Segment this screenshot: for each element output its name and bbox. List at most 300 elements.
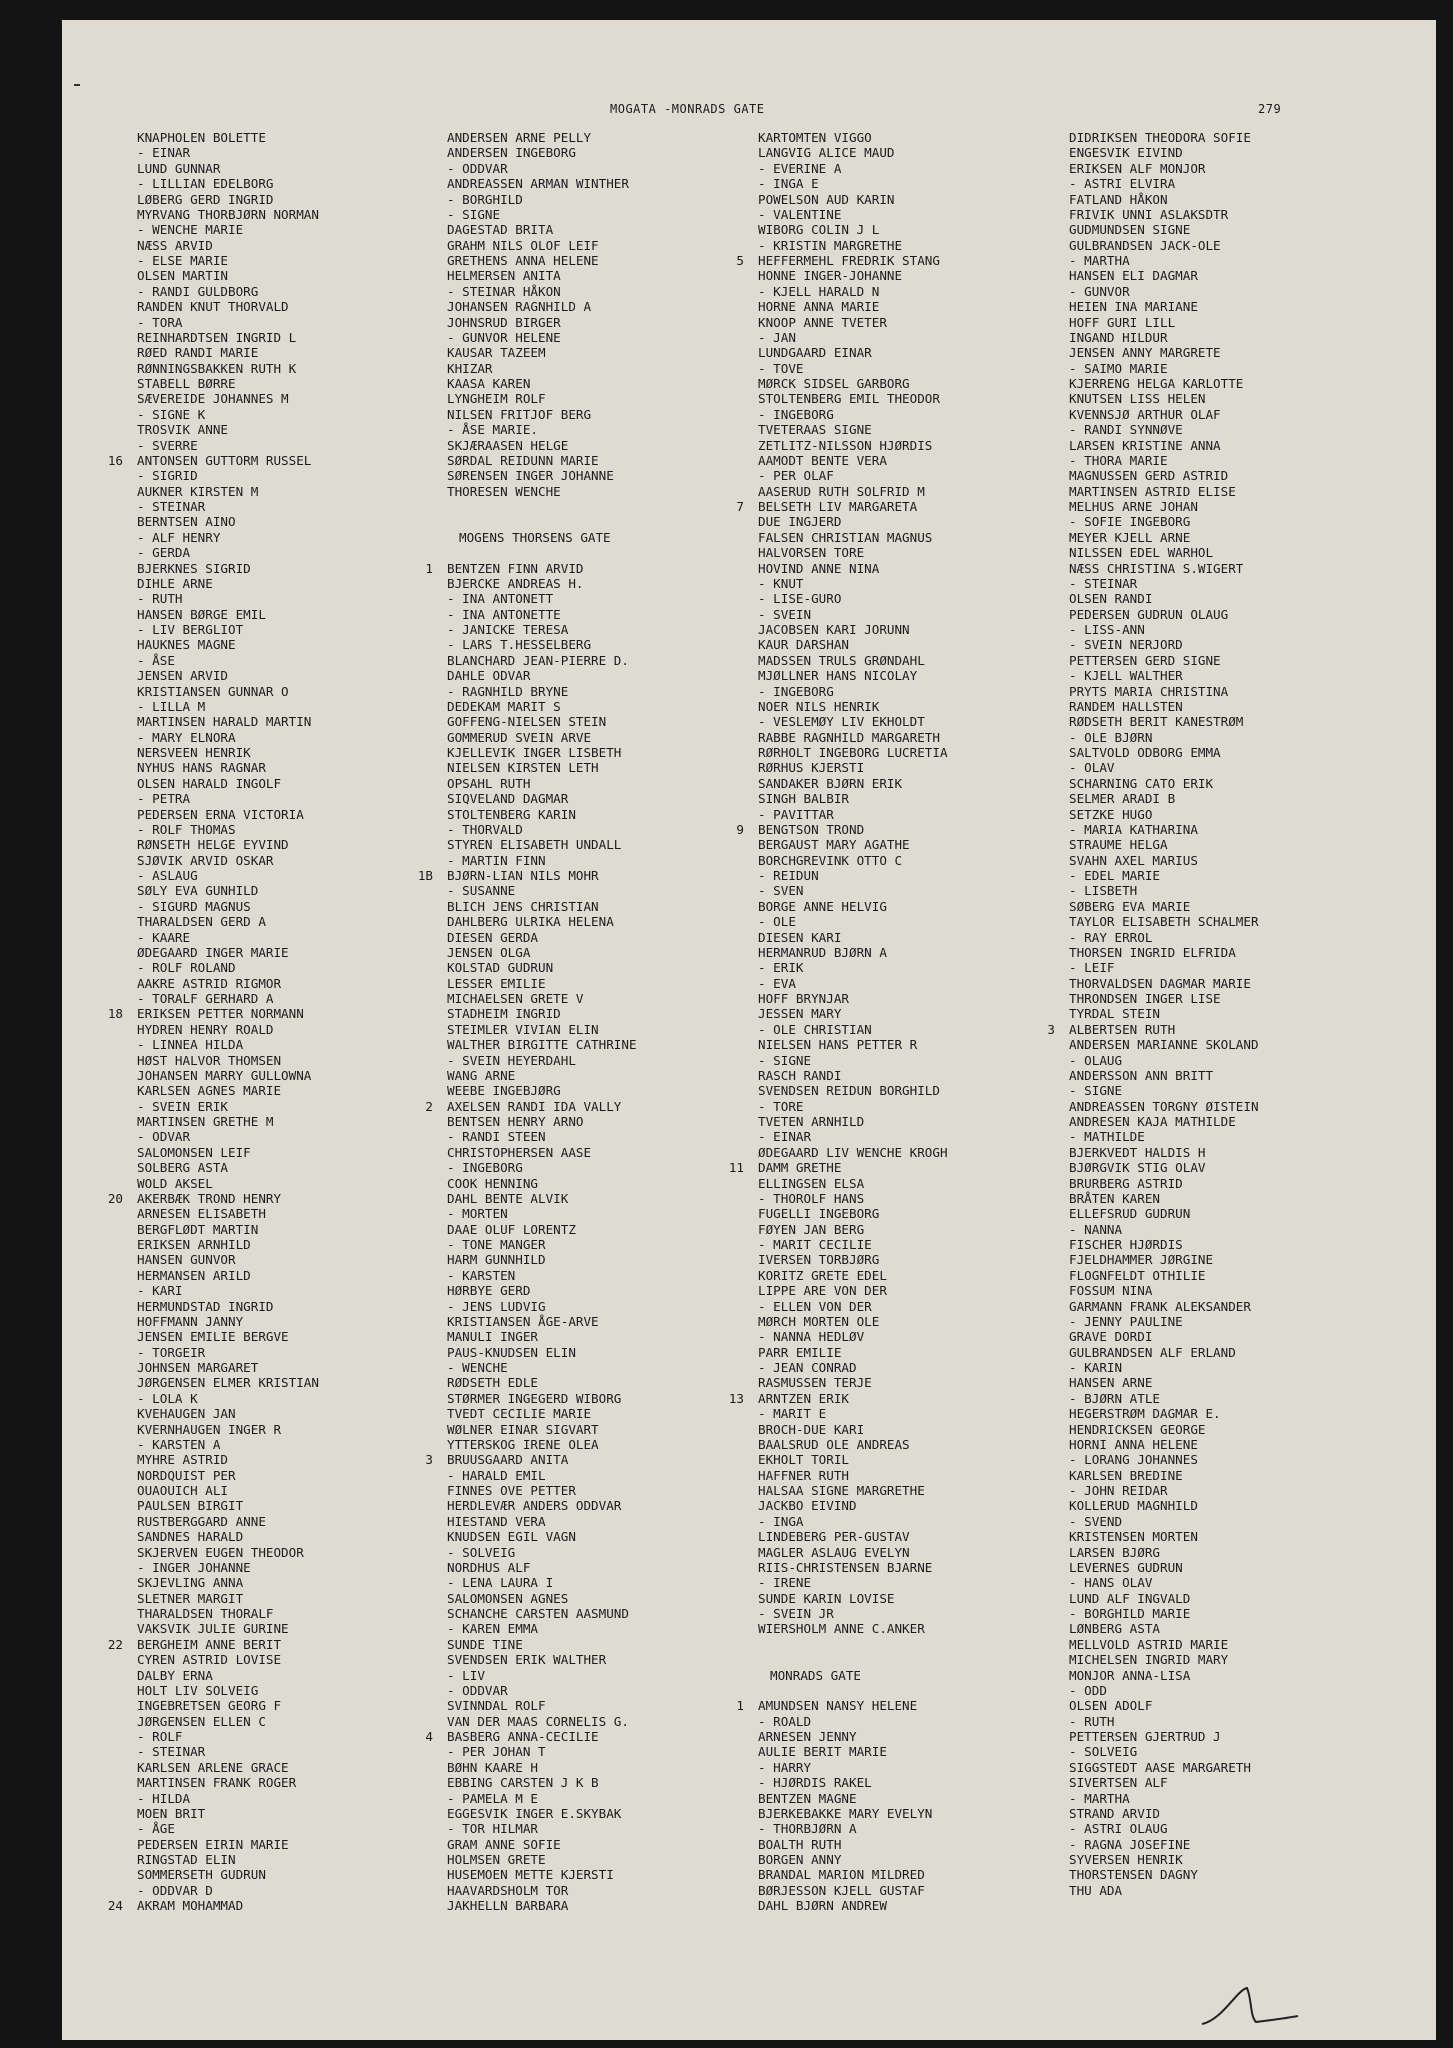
resident-entry xyxy=(1069,438,1259,453)
resident-name: BØRJESSON KJELL GUSTAF xyxy=(758,1882,925,1898)
resident-entry xyxy=(1069,1206,1259,1221)
resident-name: SØRENSEN INGER JOHANNE xyxy=(447,468,614,484)
resident-entry xyxy=(1069,930,1259,945)
resident-entry xyxy=(137,1129,319,1144)
resident-entry xyxy=(137,1160,319,1175)
resident-name: SØLY EVA GUNHILD xyxy=(137,883,259,899)
resident-entry xyxy=(447,684,637,699)
resident-entry xyxy=(137,1591,319,1606)
resident-name: - EINAR xyxy=(758,1129,812,1145)
resident-entry xyxy=(447,991,637,1006)
resident-name: - EVA xyxy=(758,975,796,991)
resident-name: WIERSHOLM ANNE C.ANKER xyxy=(758,1621,925,1637)
resident-name: FATLAND HÅKON xyxy=(1069,191,1168,207)
resident-entry xyxy=(447,637,637,652)
resident-name: STABELL BØRRE xyxy=(137,376,236,391)
resident-name: HALSAA SIGNE MARGRETHE xyxy=(758,1483,925,1498)
resident-entry xyxy=(758,484,948,499)
resident-entry xyxy=(447,837,637,852)
resident-name: STØRMER INGEGERD WIBORG xyxy=(447,1390,622,1406)
resident-entry xyxy=(447,161,637,176)
resident-entry xyxy=(137,1714,319,1729)
resident-entry xyxy=(447,176,637,191)
resident-entry xyxy=(137,1621,319,1636)
resident-name: BJØRN-LIAN NILS MOHR xyxy=(447,868,599,883)
resident-name: - SVEIN xyxy=(758,606,812,622)
resident-name: JOHANSEN MARRY GULLOWNA xyxy=(137,1067,312,1083)
resident-name: BØHN KAARE H xyxy=(447,1759,538,1775)
resident-name: - STEINAR xyxy=(1069,575,1138,591)
resident-name: HOLMSEN GRETE xyxy=(447,1852,546,1867)
resident-name: - KNUT xyxy=(758,575,804,591)
resident-entry xyxy=(1069,622,1259,637)
street-name: MONRADS GATE xyxy=(770,1667,861,1683)
resident-entry xyxy=(758,1483,948,1498)
resident-entry xyxy=(1069,1529,1259,1544)
resident-entry xyxy=(447,1867,637,1882)
resident-name: SETZKE HUGO xyxy=(1069,806,1153,822)
resident-entry xyxy=(758,1176,948,1191)
resident-entry xyxy=(447,1268,637,1283)
resident-name: - ASTRI OLAUG xyxy=(1069,1821,1168,1837)
resident-entry xyxy=(447,407,637,422)
resident-name: MONJOR ANNA-LISA xyxy=(1069,1667,1191,1683)
resident-entry xyxy=(1069,1252,1259,1267)
resident-name: BOALTH RUTH xyxy=(758,1836,842,1852)
resident-name: STYREN ELISABETH UNDALL xyxy=(447,837,622,853)
resident-name: ANDREASSEN TORGNY ØISTEIN xyxy=(1069,1098,1259,1114)
resident-name: SALOMONSEN LEIF xyxy=(137,1144,251,1160)
resident-entry xyxy=(758,1514,948,1529)
resident-name: SVENDSEN ERIK WALTHER xyxy=(447,1652,607,1668)
resident-name: SIQVELAND DAGMAR xyxy=(447,791,569,807)
resident-entry xyxy=(1069,1806,1259,1821)
resident-entry xyxy=(758,1422,948,1437)
resident-name: KAUR DARSHAN xyxy=(758,637,849,653)
resident-name: SOMMERSETH GUDRUN xyxy=(137,1867,266,1883)
resident-name: HUSEMOEN METTE KJERSTI xyxy=(447,1867,614,1883)
resident-entry xyxy=(137,1529,319,1544)
resident-name: ELLEFSRUD GUDRUN xyxy=(1069,1206,1191,1222)
resident-name: KOLSTAD GUDRUN xyxy=(447,960,554,976)
resident-name: - PER JOHAN T xyxy=(447,1744,546,1760)
house-number: 3 xyxy=(1047,1021,1055,1037)
resident-entry xyxy=(137,499,319,514)
resident-name: FALSEN CHRISTIAN MAGNUS xyxy=(758,529,933,545)
resident-name: - NANNA HEDLØV xyxy=(758,1329,865,1345)
resident-name: GUDMUNDSEN SIGNE xyxy=(1069,222,1191,238)
resident-entry xyxy=(758,222,948,237)
resident-name: - KAREN EMMA xyxy=(447,1621,538,1637)
blank-line xyxy=(758,1683,948,1698)
resident-name: BJERKVEDT HALDIS H xyxy=(1069,1144,1206,1160)
resident-entry xyxy=(736,499,948,514)
resident-entry xyxy=(758,1883,948,1898)
resident-name: DAHL BJØRN ANDREW xyxy=(758,1898,887,1914)
resident-entry xyxy=(447,1006,637,1021)
resident-entry xyxy=(137,1437,319,1452)
resident-name: NILSEN FRITJOF BERG xyxy=(447,406,592,422)
resident-name: - ROALD xyxy=(758,1713,812,1729)
resident-entry xyxy=(447,976,637,991)
resident-name: LIPPE ARE VON DER xyxy=(758,1283,887,1299)
resident-entry xyxy=(137,315,319,330)
resident-entry xyxy=(1069,315,1259,330)
resident-name: MAGNUSSEN GERD ASTRID xyxy=(1069,468,1229,484)
resident-name: ERIKSEN ARNHILD xyxy=(137,1237,251,1252)
resident-entry xyxy=(447,622,637,637)
resident-entry xyxy=(1069,653,1259,668)
resident-name: JENSEN ARVID xyxy=(137,668,228,684)
blank-line xyxy=(758,1637,948,1652)
resident-name: DAHL BENTE ALVIK xyxy=(447,1190,569,1206)
column-4 xyxy=(1047,130,1259,1898)
resident-name: DAHLE ODVAR xyxy=(447,668,531,684)
resident-entry xyxy=(137,776,319,791)
resident-name: - ÅGE xyxy=(137,1821,175,1837)
resident-entry xyxy=(1069,422,1259,437)
resident-name: - KJELL HARALD N xyxy=(758,283,880,299)
resident-entry xyxy=(1069,514,1259,529)
resident-entry xyxy=(447,822,637,837)
resident-name: FINNES OVE PETTER xyxy=(447,1483,576,1498)
resident-name: KARLSEN AGNES MARIE xyxy=(137,1083,282,1099)
resident-entry xyxy=(1047,1021,1259,1037)
resident-entry xyxy=(447,453,637,468)
resident-name: SÆVEREIDE JOHANNES M xyxy=(137,391,289,407)
resident-entry xyxy=(1069,561,1259,576)
resident-name: OLSEN ADOLF xyxy=(1069,1698,1153,1714)
resident-entry xyxy=(1069,1329,1259,1344)
resident-entry xyxy=(447,1022,637,1037)
resident-name: WOLD AKSEL xyxy=(137,1175,213,1191)
resident-entry xyxy=(736,253,948,268)
house-number: 1 xyxy=(736,1698,744,1714)
resident-name: AASERUD RUTH SOLFRID M xyxy=(758,483,925,499)
resident-entry xyxy=(1069,591,1259,606)
resident-name: THORSTENSEN DAGNY xyxy=(1069,1867,1198,1883)
resident-entry xyxy=(447,945,637,960)
resident-name: KARTOMTEN VIGGO xyxy=(758,130,872,145)
resident-entry xyxy=(758,1791,948,1806)
resident-entry xyxy=(447,1053,637,1068)
resident-name: HAUKNES MAGNE xyxy=(137,637,236,653)
resident-entry xyxy=(137,130,319,145)
resident-name: LARSEN KRISTINE ANNA xyxy=(1069,437,1221,453)
resident-name: GULBRANDSEN ALF ERLAND xyxy=(1069,1344,1236,1360)
resident-name: SKJEVLING ANNA xyxy=(137,1575,244,1591)
resident-name: - RANDI SYNNØVE xyxy=(1069,422,1183,438)
resident-entry xyxy=(758,330,948,345)
resident-entry xyxy=(137,1760,319,1775)
resident-entry xyxy=(137,1222,319,1237)
resident-entry xyxy=(758,376,948,391)
house-number: 20 xyxy=(107,1190,123,1206)
resident-entry xyxy=(137,945,319,960)
resident-entry xyxy=(137,438,319,453)
resident-name: - GUNVOR xyxy=(1069,283,1130,299)
resident-name: JØRGENSEN ELLEN C xyxy=(137,1713,266,1729)
resident-name: ANDREASSEN ARMAN WINTHER xyxy=(447,176,629,192)
resident-name: - THORA MARIE xyxy=(1069,452,1168,468)
resident-entry xyxy=(137,1391,319,1406)
resident-name: MYRVANG THORBJØRN NORMAN xyxy=(137,206,319,222)
resident-name: HOFFMANN JANNY xyxy=(137,1313,244,1329)
resident-name: BJERKNES SIGRID xyxy=(137,560,251,576)
resident-entry xyxy=(137,345,319,360)
resident-entry xyxy=(1069,238,1259,253)
resident-name: REINHARDTSEN INGRID L xyxy=(137,329,297,345)
resident-entry xyxy=(137,822,319,837)
resident-entry xyxy=(447,484,637,499)
resident-name: - MARIT E xyxy=(758,1406,827,1422)
resident-entry xyxy=(1069,822,1259,837)
resident-name: STEIMLER VIVIAN ELIN xyxy=(447,1021,599,1037)
resident-entry xyxy=(758,1898,948,1913)
resident-entry xyxy=(758,1191,948,1206)
resident-name: SCHARNING CATO ERIK xyxy=(1069,775,1214,791)
resident-entry xyxy=(1069,530,1259,545)
resident-name: NORDHUS ALF xyxy=(447,1559,531,1575)
resident-name: - MARIA KATHARINA xyxy=(1069,821,1198,837)
resident-name: - ODDVAR D xyxy=(137,1882,213,1898)
resident-name: ARNESEN JENNY xyxy=(758,1729,857,1744)
resident-entry xyxy=(1069,1652,1259,1667)
resident-entry xyxy=(137,391,319,406)
resident-entry xyxy=(425,1452,637,1468)
resident-entry xyxy=(107,1006,319,1022)
resident-name: BENTZEN FINN ARVID xyxy=(447,560,584,576)
resident-name: HARM GUNNHILD xyxy=(447,1252,546,1268)
resident-entry xyxy=(1069,1037,1259,1052)
resident-entry xyxy=(137,1329,319,1344)
resident-name: - SIGNE xyxy=(1069,1083,1123,1099)
resident-name: GOMMERUD SVEIN ARVE xyxy=(447,729,592,745)
resident-entry xyxy=(758,1299,948,1314)
resident-entry xyxy=(1069,1452,1259,1467)
resident-entry xyxy=(758,945,948,960)
resident-entry xyxy=(447,299,637,314)
resident-entry xyxy=(1069,1637,1259,1652)
resident-entry xyxy=(1069,284,1259,299)
resident-name: IVERSEN TORBJØRG xyxy=(758,1252,880,1268)
resident-entry xyxy=(137,468,319,483)
resident-entry xyxy=(447,1437,637,1452)
resident-entry xyxy=(137,545,319,560)
resident-name: - SOLVEIG xyxy=(1069,1744,1138,1760)
resident-name: - MARTIN FINN xyxy=(447,852,546,868)
resident-name: HERMUNDSTAD INGRID xyxy=(137,1298,274,1314)
resident-entry xyxy=(447,914,637,929)
resident-name: KJELLEVIK INGER LISBETH xyxy=(447,745,622,760)
resident-name: - INA ANTONETTE xyxy=(447,606,561,622)
resident-name: - GUNVOR HELENE xyxy=(447,329,561,345)
resident-entry xyxy=(758,637,948,652)
resident-entry xyxy=(758,1545,948,1560)
resident-name: MADSSEN TRULS GRØNDAHL xyxy=(758,652,925,668)
resident-name: RØNNINGSBAKKEN RUTH K xyxy=(137,360,297,376)
resident-name: JØRGENSEN ELMER KRISTIAN xyxy=(137,1375,319,1391)
resident-entry xyxy=(447,930,637,945)
resident-name: BJERKEBAKKE MARY EVELYN xyxy=(758,1805,933,1821)
resident-name: NIELSEN HANS PETTER R xyxy=(758,1037,918,1053)
resident-entry xyxy=(1069,1360,1259,1375)
resident-name: AMUNDSEN NANSY HELENE xyxy=(758,1698,918,1714)
resident-entry xyxy=(1069,176,1259,191)
resident-name: SOLBERG ASTA xyxy=(137,1160,228,1176)
resident-name: NERSVEEN HENRIK xyxy=(137,745,251,760)
resident-entry xyxy=(137,1483,319,1498)
resident-name: - TORE xyxy=(758,1098,804,1114)
resident-entry xyxy=(137,760,319,775)
resident-entry xyxy=(447,1468,637,1483)
resident-entry xyxy=(447,1483,637,1498)
resident-entry xyxy=(1069,376,1259,391)
resident-entry xyxy=(1069,361,1259,376)
resident-entry xyxy=(1069,1299,1259,1314)
resident-entry xyxy=(1069,899,1259,914)
resident-name: HOFF GURI LILL xyxy=(1069,314,1176,330)
resident-name: - SVEND xyxy=(1069,1513,1123,1529)
resident-name: NIELSEN KIRSTEN LETH xyxy=(447,760,599,776)
resident-entry xyxy=(758,1053,948,1068)
resident-name: STOLTENBERG EMIL THEODOR xyxy=(758,391,940,407)
resident-entry xyxy=(447,268,637,283)
resident-entry xyxy=(1069,345,1259,360)
resident-name: HORNI ANNA HELENE xyxy=(1069,1436,1198,1452)
resident-entry xyxy=(758,1022,948,1037)
resident-name: KNOOP ANNE TVETER xyxy=(758,314,887,330)
resident-entry xyxy=(447,1375,637,1390)
resident-entry xyxy=(107,1190,319,1206)
resident-entry xyxy=(137,1837,319,1852)
resident-entry xyxy=(137,1575,319,1590)
resident-entry xyxy=(447,576,637,591)
resident-entry xyxy=(137,637,319,652)
resident-entry xyxy=(447,284,637,299)
resident-entry xyxy=(758,207,948,222)
resident-entry xyxy=(447,776,637,791)
resident-name: - TORALF GERHARD A xyxy=(137,991,274,1006)
resident-name: HANSEN ELI DAGMAR xyxy=(1069,268,1198,284)
resident-name: POWELSON AUD KARIN xyxy=(758,191,895,207)
resident-name: BASBERG ANNA-CECILIE xyxy=(447,1729,599,1744)
resident-entry xyxy=(758,1729,948,1744)
resident-entry xyxy=(1069,1791,1259,1806)
directory-page xyxy=(62,20,1436,2040)
resident-name: SJØVIK ARVID OSKAR xyxy=(137,852,274,868)
resident-name: - PETRA xyxy=(137,791,191,807)
resident-name: BJØRGVIK STIG OLAV xyxy=(1069,1160,1206,1176)
resident-name: DAGESTAD BRITA xyxy=(447,222,554,238)
resident-entry xyxy=(736,821,948,837)
resident-name: - RAGNHILD BRYNE xyxy=(447,683,569,699)
resident-name: - ODDVAR xyxy=(447,160,508,176)
resident-entry xyxy=(107,452,319,468)
resident-name: TVETEN ARNHILD xyxy=(758,1114,865,1129)
resident-entry xyxy=(758,1621,948,1636)
resident-entry xyxy=(758,1560,948,1575)
resident-name: HOLT LIV SOLVEIG xyxy=(137,1682,259,1698)
house-number: 18 xyxy=(107,1006,123,1022)
resident-name: - REIDUN xyxy=(758,868,819,883)
resident-entry xyxy=(758,1360,948,1375)
resident-entry xyxy=(137,960,319,975)
resident-name: DAHLBERG ULRIKA HELENA xyxy=(447,914,614,930)
resident-entry xyxy=(137,1683,319,1698)
resident-name: - STEINAR xyxy=(137,1744,206,1760)
resident-name: ANDERSEN INGEBORG xyxy=(447,145,576,161)
resident-name: - LIV xyxy=(447,1667,485,1683)
resident-name: - EINAR xyxy=(137,145,191,161)
resident-entry xyxy=(447,145,637,160)
resident-entry xyxy=(137,668,319,683)
resident-name: RØDSETH EDLE xyxy=(447,1375,538,1391)
resident-name: - JOHN REIDAR xyxy=(1069,1483,1168,1498)
resident-name: PETTERSEN GJERTRUD J xyxy=(1069,1729,1221,1744)
resident-entry xyxy=(137,253,319,268)
resident-name: THORVALDSEN DAGMAR MARIE xyxy=(1069,975,1251,991)
resident-name: - LORANG JOHANNES xyxy=(1069,1452,1198,1468)
resident-entry xyxy=(137,561,319,576)
house-number: 7 xyxy=(736,499,744,514)
resident-entry xyxy=(758,730,948,745)
resident-entry xyxy=(758,591,948,606)
resident-name: - INGA E xyxy=(758,176,819,192)
resident-name: KNUTSEN LISS HELEN xyxy=(1069,391,1206,407)
resident-entry xyxy=(758,561,948,576)
resident-entry xyxy=(447,1222,637,1237)
resident-name: - HANS OLAV xyxy=(1069,1575,1153,1591)
resident-name: BRÅTEN KAREN xyxy=(1069,1190,1160,1206)
resident-entry xyxy=(1069,776,1259,791)
resident-name: ØDEGAARD INGER MARIE xyxy=(137,944,289,960)
resident-entry xyxy=(137,1114,319,1129)
resident-name: - THORBJØRN A xyxy=(758,1821,857,1837)
resident-entry xyxy=(758,1867,948,1882)
resident-name: BERNTSEN AINO xyxy=(137,514,236,530)
resident-entry xyxy=(1069,268,1259,283)
resident-entry xyxy=(447,1114,637,1129)
house-number: 9 xyxy=(736,821,744,837)
resident-name: - MORTEN xyxy=(447,1206,508,1222)
resident-entry xyxy=(1069,1099,1259,1114)
resident-entry xyxy=(758,899,948,914)
house-number: 1 xyxy=(425,560,433,576)
resident-entry xyxy=(447,207,637,222)
resident-entry xyxy=(758,914,948,929)
resident-name: - INGER JOHANNE xyxy=(137,1559,251,1575)
resident-name: JOHANSEN RAGNHILD A xyxy=(447,299,592,315)
resident-entry xyxy=(1069,730,1259,745)
resident-name: - ÅSE MARIE. xyxy=(447,422,538,438)
street-heading xyxy=(447,530,637,545)
resident-entry xyxy=(137,422,319,437)
resident-name: FLOGNFELDT OTHILIE xyxy=(1069,1267,1206,1283)
resident-name: - MARTHA xyxy=(1069,1790,1130,1806)
house-number: 22 xyxy=(107,1636,123,1652)
resident-entry xyxy=(137,1037,319,1052)
resident-name: SANDAKER BJØRN ERIK xyxy=(758,775,903,791)
resident-entry xyxy=(137,976,319,991)
resident-name: JESSEN MARY xyxy=(758,1006,842,1022)
resident-name: THORSEN INGRID ELFRIDA xyxy=(1069,944,1236,960)
resident-entry xyxy=(447,1560,637,1575)
resident-entry xyxy=(137,1422,319,1437)
resident-entry xyxy=(1069,1698,1259,1713)
resident-name: HALVORSEN TORE xyxy=(758,545,865,561)
resident-entry xyxy=(758,699,948,714)
